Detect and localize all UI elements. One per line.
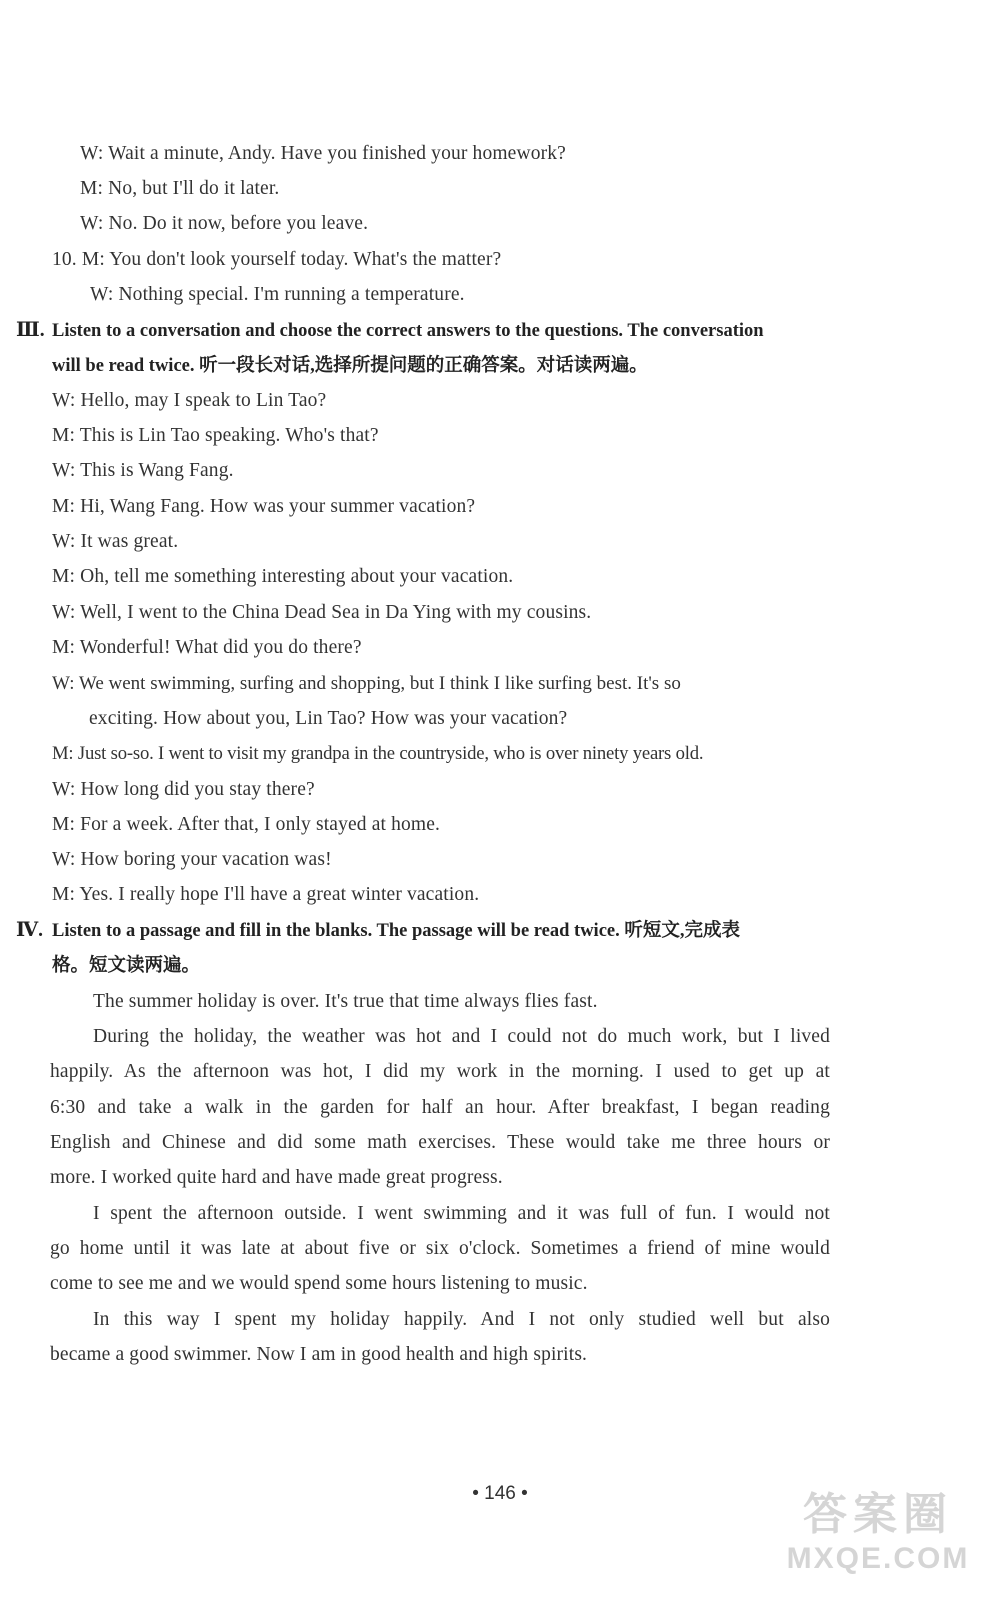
speaker: M: [52, 496, 70, 517]
conversation-line: M: This is Lin Tao speaking. Who's that?: [52, 425, 379, 446]
passage-line: 6:30 and take a walk in the garden for half an hour. After breakfast, I began reading: [50, 1097, 830, 1118]
speaker: M: [52, 743, 69, 764]
utterance: You don't look yourself today. What's the matter?: [109, 249, 502, 270]
speaker: W: [52, 779, 70, 800]
speaker: M: [52, 425, 70, 446]
conversation-line: W: Well, I went to the China Dead Sea in Da Ying with my cousins.: [52, 602, 592, 623]
utterance: No, but I'll do it later.: [108, 178, 280, 199]
conversation-line: M: Yes. I really hope I'll have a great winter vacation.: [52, 884, 480, 905]
utterance: Just so-so. I went to visit my grandpa in the countryside, who is over ninety years old.: [77, 743, 704, 764]
utterance: Wonderful! What did you do there?: [79, 637, 362, 658]
passage-line: In this way I spent my holiday happily. And I not only studied well but also: [93, 1309, 830, 1330]
speaker: W: [52, 849, 70, 870]
speaker: M: [52, 566, 70, 587]
utterance: Oh, tell me something interesting about your vacation.: [80, 566, 514, 587]
utterance: No. Do it now, before you leave.: [108, 213, 369, 234]
passage-line: became a good swimmer. Now I am in good health and high spirits.: [50, 1344, 588, 1365]
speaker: W: [80, 143, 98, 164]
watermark-text-top: 答案圈: [803, 1490, 953, 1539]
utterance: Hi, Wang Fang. How was your summer vacation?: [80, 496, 476, 517]
section-3-numeral: Ⅲ.: [16, 320, 45, 341]
conversation-line: M: Just so-so. I went to visit my grandpa in the countryside, who is over ninety years old.: [52, 743, 704, 764]
question-10-line-2: W: Nothing special. I'm running a temperature.: [90, 284, 465, 305]
passage-line: come to see me and we would spend some hours listening to music.: [50, 1273, 588, 1294]
utterance: This is Wang Fang.: [80, 460, 234, 481]
utterance: Well, I went to the China Dead Sea in Da Ying with my cousins.: [80, 602, 592, 623]
utterance: It was great.: [80, 531, 179, 552]
conversation-line: M: Oh, tell me something interesting about your vacation.: [52, 566, 514, 587]
conversation-line: W: We went swimming, surfing and shopping, but I think I like surfing best. It's so: [52, 673, 681, 694]
utterance: Wait a minute, Andy. Have you finished your homework?: [108, 143, 566, 164]
conversation-line: W: How long did you stay there?: [52, 779, 315, 800]
utterance: Nothing special. I'm running a temperature.: [118, 284, 465, 305]
passage-line: more. I worked quite hard and have made great progress.: [50, 1167, 503, 1188]
conversation-line: W: How boring your vacation was!: [52, 849, 332, 870]
passage-line: English and Chinese and did some math exercises. These would take me three hours or: [50, 1132, 830, 1153]
conversation-line-continuation: [89, 707, 567, 731]
utterance: Yes. I really hope I'll have a great winter vacation.: [79, 884, 480, 905]
speaker: M: [52, 637, 70, 658]
utterance: We went swimming, surfing and shopping, but I think I like surfing best. It's so: [78, 673, 681, 694]
passage-line: happily. As the afternoon was hot, I did my work in the morning. I used to get up at: [50, 1061, 830, 1082]
section-4-instruction-line-2: 格。短文读两遍。: [52, 956, 201, 976]
speaker: W: [52, 531, 70, 552]
conversation-line: M: For a week. After that, I only stayed at home.: [52, 814, 441, 835]
utterance: This is Lin Tao speaking. Who's that?: [79, 425, 379, 446]
utterance: For a week. After that, I only stayed at home.: [80, 814, 441, 835]
passage-line: During the holiday, the weather was hot and I could not do much work, but I lived: [93, 1026, 830, 1047]
section-4-numeral: Ⅳ.: [16, 920, 44, 941]
utterance: How boring your vacation was!: [80, 849, 332, 870]
dialogue-line-2: M: No, but I'll do it later.: [80, 178, 280, 199]
conversation-line: M: Wonderful! What did you do there?: [52, 637, 362, 658]
question-number: 10.: [52, 249, 77, 270]
passage-line: The summer holiday is over. It's true that time always flies fast.: [93, 991, 598, 1012]
conversation-line: W: It was great.: [52, 531, 179, 552]
dialogue-line-3: W: No. Do it now, before you leave.: [80, 213, 369, 234]
page-number: • 146 •: [472, 1483, 528, 1504]
utterance: Hello, may I speak to Lin Tao?: [80, 390, 327, 411]
dialogue-line-1: W: Wait a minute, Andy. Have you finished your homework?: [80, 143, 566, 164]
section-3-instruction-line-2: will be read twice. 听一段长对话,选择所提问题的正确答案。对话读两遍。: [52, 356, 648, 376]
section-4-instruction-line-1: Listen to a passage and fill in the blanks. The passage will be read twice. 听短文,完成表: [52, 921, 740, 941]
utterance: exciting. How about you, Lin Tao? How was your vacation?: [89, 708, 568, 729]
speaker: W: [52, 390, 70, 411]
question-10-line-1: 10. M: You don't look yourself today. What's the matter?: [52, 249, 502, 270]
speaker: W: [80, 213, 98, 234]
speaker: M: [80, 178, 98, 199]
passage-line: I spent the afternoon outside. I went swimming and it was full of fun. I would not: [93, 1203, 830, 1224]
conversation-line: M: Hi, Wang Fang. How was your summer vacation?: [52, 496, 476, 517]
utterance: How long did you stay there?: [80, 779, 315, 800]
speaker: W: [52, 673, 70, 694]
speaker: M: [52, 884, 70, 905]
speaker: M: [81, 249, 100, 270]
section-3-instruction-line-1: Listen to a conversation and choose the correct answers to the questions. The conversation: [52, 321, 764, 341]
speaker: W: [90, 284, 108, 305]
watermark-text-bottom: MXQE.COM: [786, 1542, 970, 1575]
speaker: W: [52, 602, 70, 623]
speaker: M: [52, 814, 70, 835]
watermark-logo: [778, 1488, 978, 1588]
conversation-line: W: This is Wang Fang.: [52, 460, 234, 481]
conversation-line: W: Hello, may I speak to Lin Tao?: [52, 390, 327, 411]
speaker: W: [52, 460, 70, 481]
passage-line: go home until it was late at about five or six o'clock. Sometimes a friend of mine would: [50, 1238, 830, 1259]
